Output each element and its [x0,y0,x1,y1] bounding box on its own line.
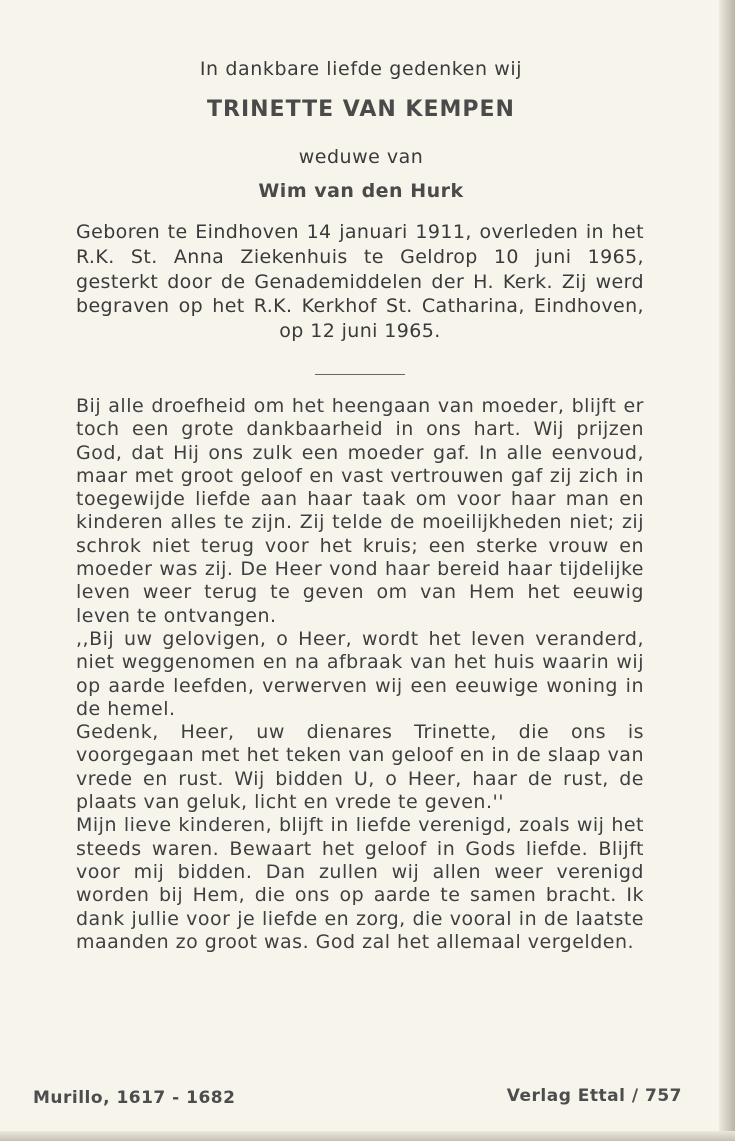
intro-line: In dankbare liefde gedenken wij [199,58,523,80]
widow-of-line: weduwe van [298,146,424,168]
memorial-paragraph: Mijn lieve kinderen, blijft in liefde verenigd, zoals wij het steeds waren. Bewaart het geloof in Gods liefde. Blijft voor mij bidden. Dan zullen wij allen weer verenigd worden bij Hem, die ons op aarde te samen bracht. Ik dank jullie voor je liefde en zorg, die vooral in de laatste maanden zo groot was. God zal het allemaal vergelden. [76,814,644,953]
biography-text: Geboren te Eindhoven 14 januari 1911, overleden in het R.K. St. Anna Ziekenhuis te Geldrop 10 juni 1965, gesterkt door de Genademiddelen der H. Kerk. Zij werd begraven op het R.K. Kerkhof St. Catharina, Eindhoven, op 12 juni 1965. [76,221,644,343]
memorial-paragraph: Gedenk, Heer, uw dienares Trinette, die ons is voorgegaan met het teken van geloof en in de slaap van vrede en rust. Wij bidden U, o Heer, haar de rust, de plaats van geluk, licht en vrede te geven.'' [76,721,644,814]
deceased-name: TRINETTE VAN KEMPEN [207,97,515,122]
card-bottom-edge [0,1131,735,1141]
publisher-credit: Verlag Ettal / 757 [506,1086,682,1106]
memorial-text [76,395,644,954]
memorial-paragraph: ,,Bij uw gelovigen, o Heer, wordt het leven veranderd, niet weggenomen en na afbraak van het huis waarin wij op aarde leefden, verwerven wij een eeuwige woning in de hemel. [76,627,644,720]
artist-credit: Murillo, 1617 - 1682 [33,1088,236,1108]
memorial-paragraph: Bij alle droefheid om het heengaan van moeder, blijft er toch een grote dankbaarheid in ons hart. Wij prijzen God, dat Hij ons zulk een moeder gaf. In alle eenvoud, maar met groot geloof en vast vertrouwen gaf zij zich in toegewijde liefde aan haar taak om voor haar man en kinderen alles te zijn. Zij telde de moeilijkheden niet; zij schrok niet terug voor het kruis; een sterke vrouw en moeder was zij. De Heer vond haar bereid haar tijdelijke leven weer terug te geven om van Hem het eeuwig leven te ontvangen. [76,395,644,627]
card-right-edge [719,0,735,1141]
husband-name: Wim van den Hurk [258,180,464,202]
divider-line [315,374,405,375]
